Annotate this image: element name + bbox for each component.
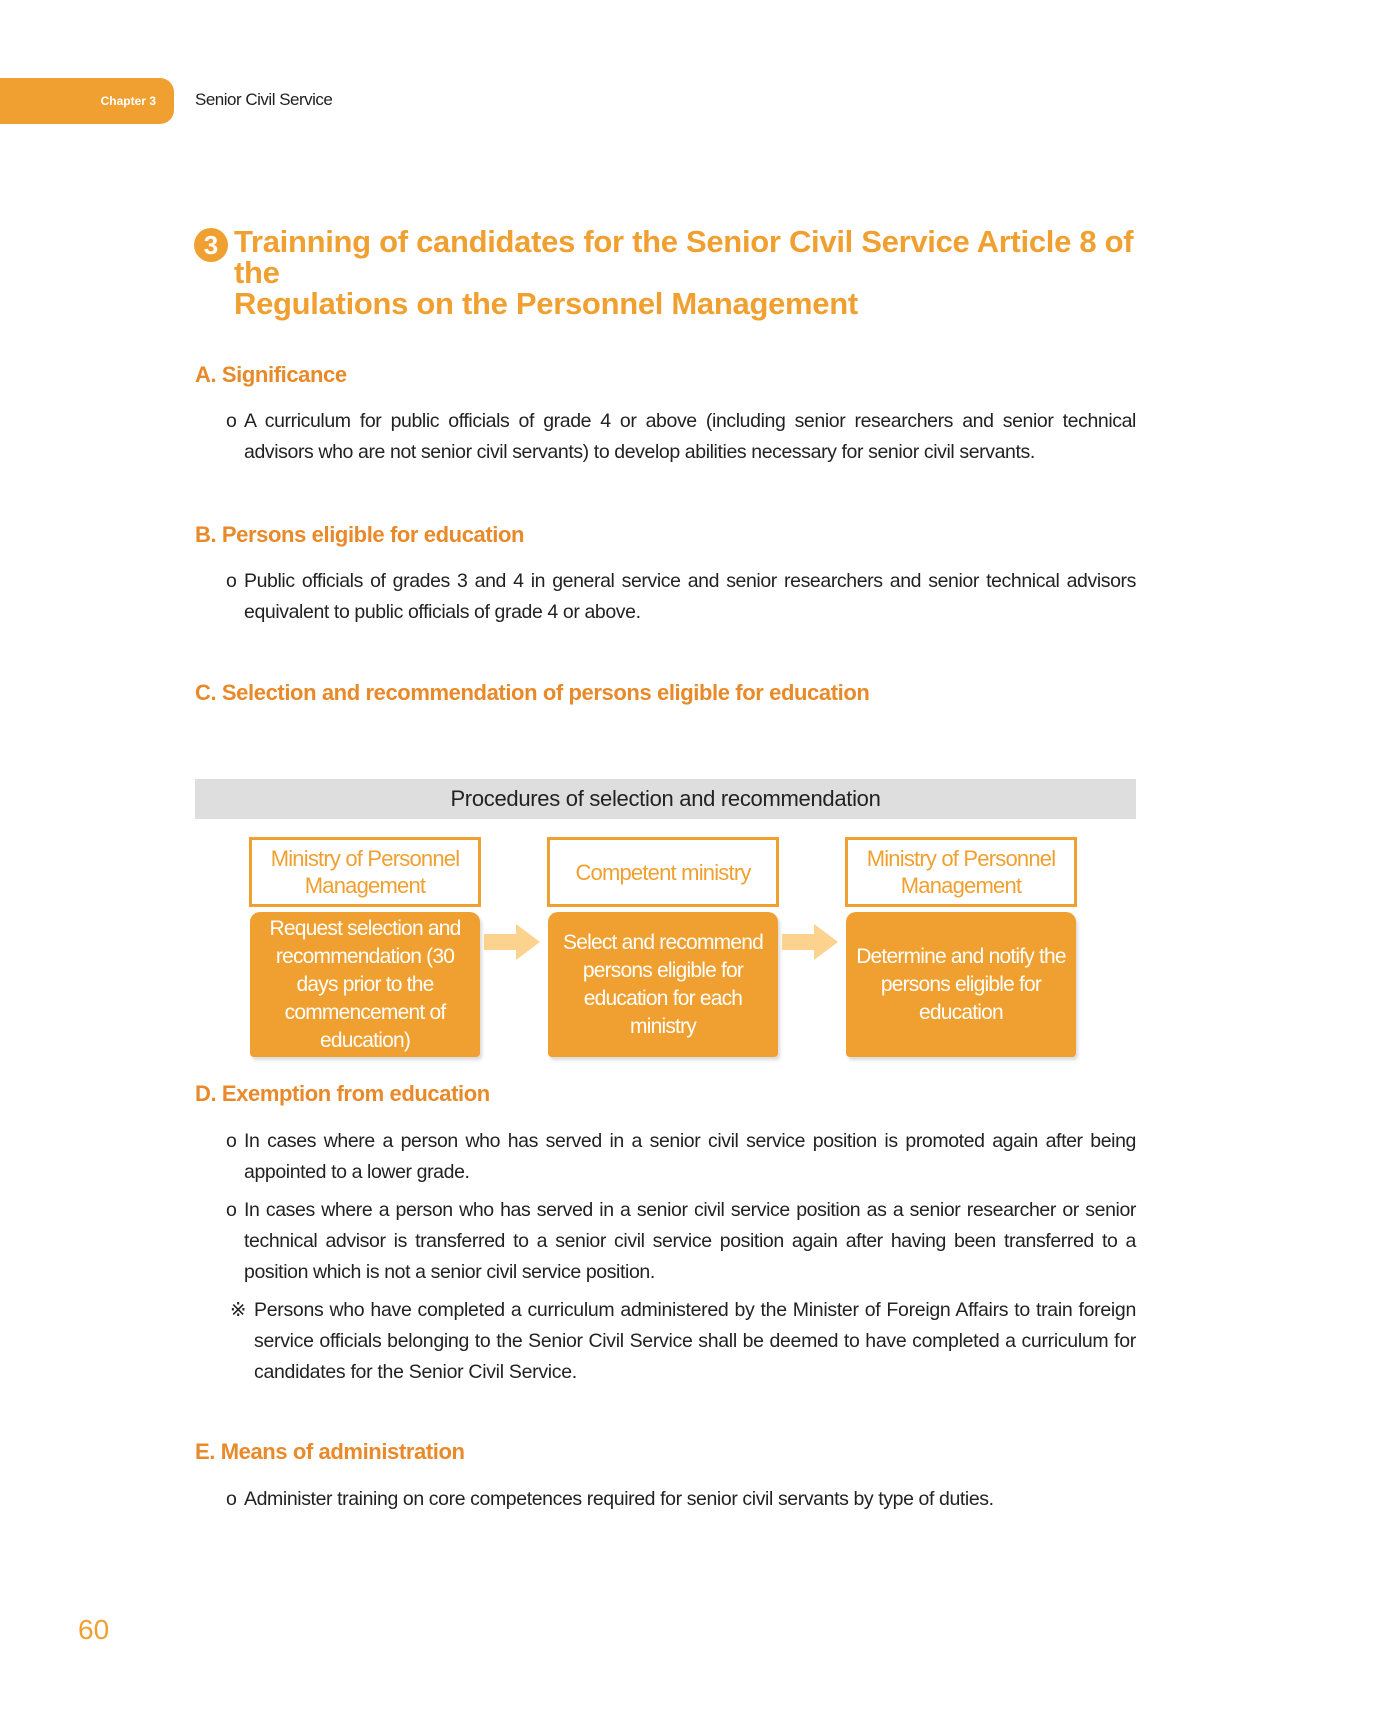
note-text: Persons who have completed a curriculum administered by the Minister of Foreign Affairs to train foreign service officials belonging to the Senior Civil Service shall be deemed to have completed a curriculum for candidates for the Senior Civil Service.: [254, 1299, 1136, 1383]
section-title-line2: Regulations on the Personnel Management: [234, 286, 858, 321]
bullet-exemption-1: [226, 1126, 1136, 1188]
bullet-marker: o: [226, 1199, 237, 1221]
note-foreign-service: [230, 1295, 1136, 1388]
bullet-marker: o: [226, 1130, 237, 1152]
step-2-action: Select and recommend persons eligible for education for each ministry: [548, 912, 778, 1057]
section-title-line1: Trainning of candidates for the Senior Civil Service Article 8 of the: [234, 224, 1134, 290]
bullet-marker: o: [226, 1488, 237, 1510]
bullet-text: A curriculum for public officials of grade 4 or above (including senior researchers and senior technical advisors who are not senior civil servants) to develop abilities necessary for senior civil servants.: [244, 410, 1136, 463]
procedure-title: Procedures of selection and recommendation: [195, 779, 1136, 819]
page-number: 60: [78, 1614, 110, 1645]
step-3-actor: Ministry of Personnel Management: [845, 837, 1077, 907]
chapter-tab: Chapter 3: [0, 78, 174, 124]
note-marker: ※: [230, 1299, 247, 1321]
bullet-marker: o: [226, 410, 237, 432]
heading-exemption: D. Exemption from education: [195, 1081, 490, 1106]
bullet-exemption-2: [226, 1195, 1136, 1288]
step-1-action: Request selection and recommendation (30 days prior to the commencement of education): [250, 912, 480, 1057]
bullet-administration: [226, 1484, 1136, 1515]
arrow-right-icon: [782, 924, 838, 960]
heading-eligible-persons: B. Persons eligible for education: [195, 522, 525, 547]
step-1-actor: Ministry of Personnel Management: [249, 837, 481, 907]
bullet-text: In cases where a person who has served in a senior civil service position is promoted again after being appointed to a lower grade.: [244, 1130, 1136, 1183]
bullet-eligible-persons: [226, 566, 1136, 628]
bullet-text: In cases where a person who has served in a senior civil service position as a senior researcher or senior technical advisor is transferred to a senior civil service position again after having been transferred to a position which is not a senior civil service position.: [244, 1199, 1136, 1283]
bullet-text: Administer training on core competences required for senior civil servants by type of duties.: [244, 1488, 994, 1510]
heading-selection: C. Selection and recommendation of persons eligible for education: [195, 680, 870, 705]
running-title: Senior Civil Service: [195, 90, 333, 109]
bullet-marker: o: [226, 570, 237, 592]
step-3-action: Determine and notify the persons eligible for education: [846, 912, 1076, 1057]
step-2-actor: Competent ministry: [547, 837, 779, 907]
section-number-badge: 3: [194, 228, 228, 262]
bullet-text: Public officials of grades 3 and 4 in general service and senior researchers and senior technical advisors equivalent to public officials of grade 4 or above.: [244, 570, 1136, 623]
bullet-significance: [226, 406, 1136, 468]
section-title: [194, 226, 1154, 319]
heading-administration: E. Means of administration: [195, 1439, 465, 1464]
heading-significance: A. Significance: [195, 362, 347, 387]
section-title-text: [234, 226, 1154, 319]
arrow-right-icon: [484, 924, 540, 960]
